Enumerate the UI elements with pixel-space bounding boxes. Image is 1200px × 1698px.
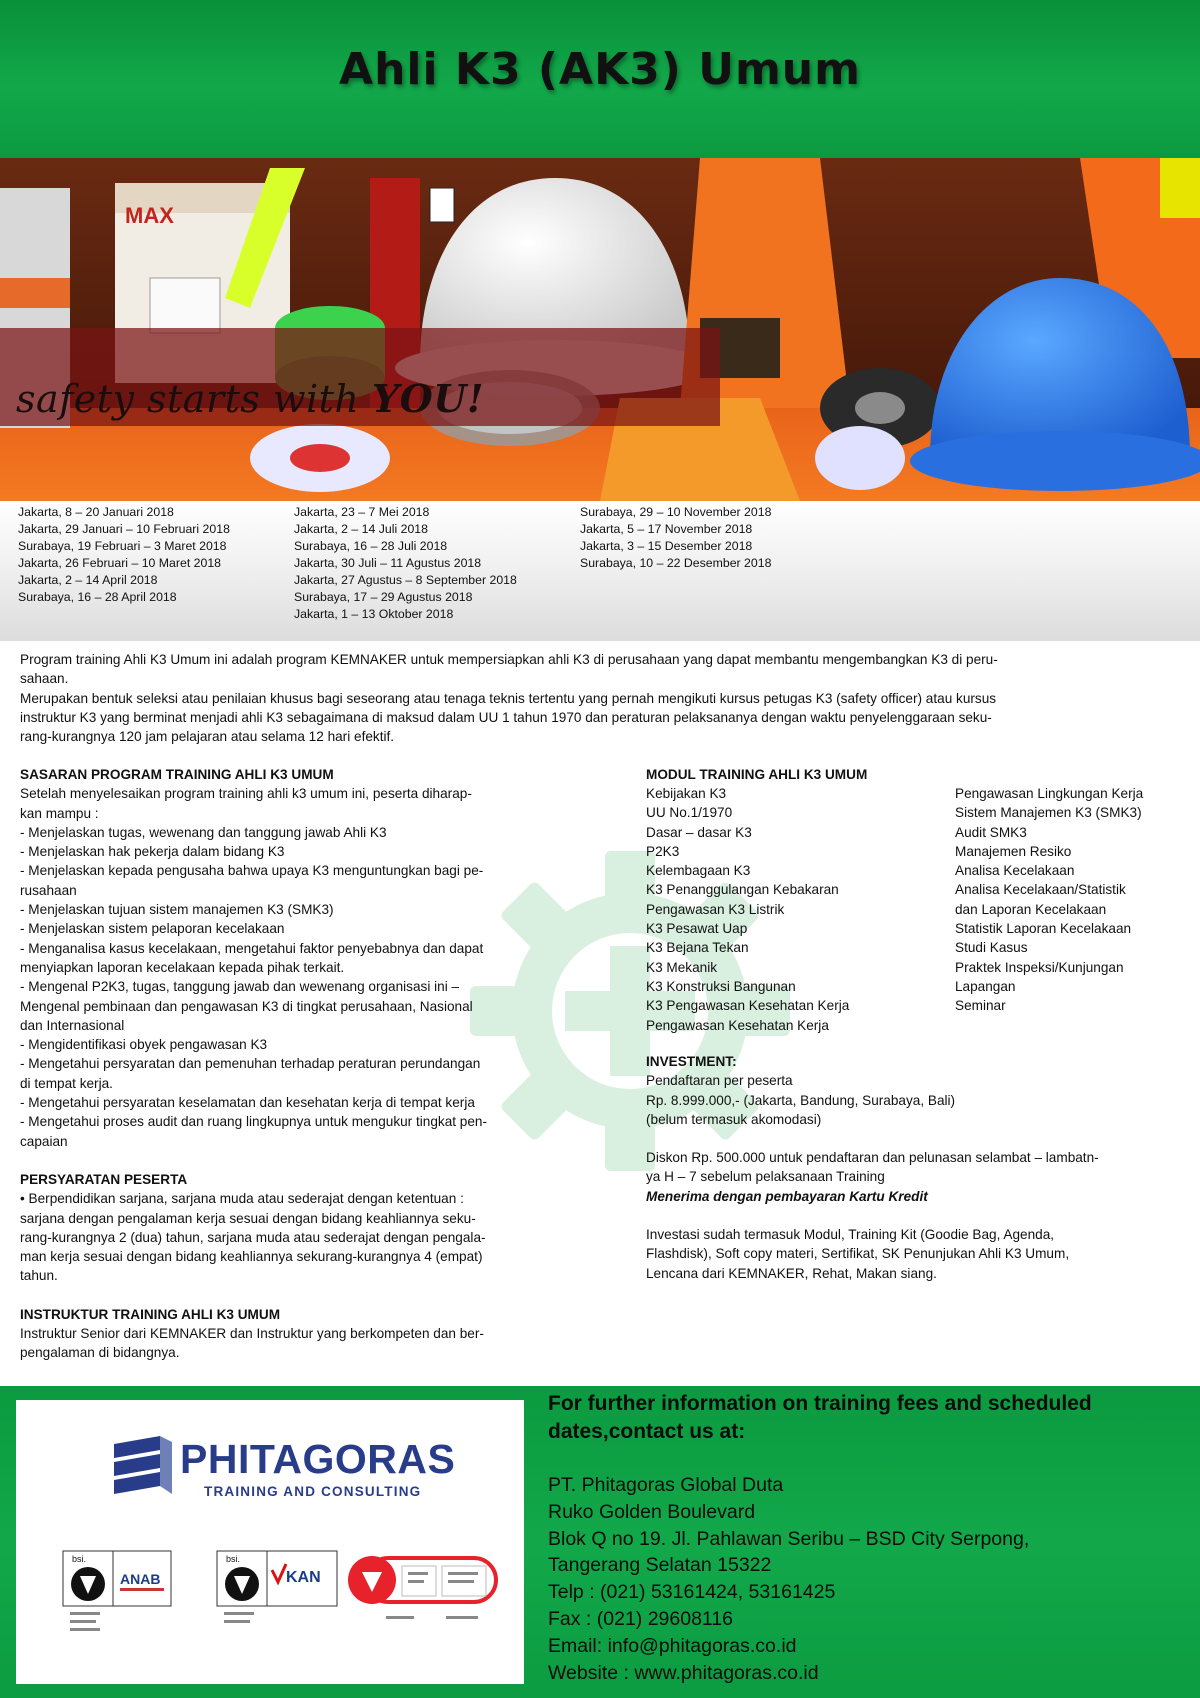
intro-line: rang-kurangnya 120 jam pelajaran atau selama 12 hari efektif. xyxy=(20,729,395,745)
sasaran-line: di tempat kerja. xyxy=(20,1075,113,1091)
company-name: PT. Phitagoras Global Duta xyxy=(548,1474,784,1496)
anab-text: ANAB xyxy=(120,1571,161,1587)
sasaran-line: - Mengetahui persyaratan keselamatan dan kesehatan kerja di tempat kerja xyxy=(20,1095,475,1111)
schedule-item: Surabaya, 16 – 28 April 2018 xyxy=(18,590,177,604)
sasaran-line: menyiapkan laporan kecelakaan kepada pihak terkait. xyxy=(20,959,345,975)
schedule-item: Jakarta, 29 Januari – 10 Februari 2018 xyxy=(18,522,230,536)
persyaratan-heading: PERSYARATAN PESERTA xyxy=(20,1171,188,1187)
sasaran-line: dan Internasional xyxy=(20,1017,125,1033)
instruktur-line: Instruktur Senior dari KEMNAKER dan Instruktur yang berkompeten dan ber- xyxy=(20,1326,484,1342)
schedule-item: Jakarta, 1 – 13 Oktober 2018 xyxy=(294,607,454,621)
email-link[interactable]: Email: info@phitagoras.co.id xyxy=(548,1634,797,1657)
schedule-column-2 xyxy=(294,504,517,623)
schedule-item: Jakarta, 23 – 7 Mei 2018 xyxy=(294,505,430,519)
modul-item: Praktek Inspeksi/Kunjungan xyxy=(955,959,1124,975)
schedule-item: Jakarta, 5 – 17 November 2018 xyxy=(580,522,753,536)
sasaran-line: - Mengenal P2K3, tugas, tanggung jawab dan wewenang organisasi ini – xyxy=(20,979,460,995)
schedule-item: Surabaya, 17 – 29 Agustus 2018 xyxy=(294,590,473,604)
sasaran-line: - Menganalisa kasus kecelakaan, mengetahui faktor penyebabnya dan dapat xyxy=(20,940,484,956)
contact-heading: For further information on training fees and scheduled xyxy=(548,1392,1092,1415)
modul-item: K3 Pesawat Uap xyxy=(646,921,748,937)
sasaran-line: - Menjelaskan tugas, wewenang dan tanggung jawab Ahli K3 xyxy=(20,824,387,840)
bsi-kan-certification-icon xyxy=(216,1550,341,1660)
page-title: Ahli K3 (AK3) Umum xyxy=(339,44,861,95)
bsi-text: bsi. xyxy=(72,1554,87,1564)
bsi-text: bsi. xyxy=(226,1554,241,1564)
schedule-item: Jakarta, 3 – 15 Desember 2018 xyxy=(580,539,753,553)
sasaran-line: - Menjelaskan hak pekerja dalam bidang K3 xyxy=(20,844,285,860)
modul-item: Studi Kasus xyxy=(955,940,1028,956)
instruktur-line: pengalaman di bidangnya. xyxy=(20,1345,180,1361)
modul-item: Manajemen Resiko xyxy=(955,843,1072,859)
modul-item: Lapangan xyxy=(955,978,1016,994)
intro-line: Program training Ahli K3 Umum ini adalah program KEMNAKER untuk mempersiapkan ahli K3 di perusahaan yang dapat membantu mengembangkan K3 di peru- xyxy=(20,652,998,667)
investment-section xyxy=(646,1052,1186,1283)
iso-ohsas-certification-icon xyxy=(346,1550,516,1660)
address-line: Ruko Golden Boulevard xyxy=(548,1500,756,1523)
modul-item: Audit SMK3 xyxy=(955,824,1027,840)
schedule-item: Jakarta, 30 Juli – 11 Agustus 2018 xyxy=(294,556,482,570)
address-line: Blok Q no 19. Jl. Pahlawan Seribu – BSD City Serpong, xyxy=(548,1527,1030,1550)
sasaran-line: rusahaan xyxy=(20,882,77,898)
intro-line: Merupakan bentuk seleksi atau penilaian khusus bagi seseorang atau tenaga teknis tertentu yang pernah mengikuti kursus petugas K3 (safety officer) atau kursus xyxy=(20,690,997,706)
modul-item: P2K3 xyxy=(646,843,680,859)
modul-item: Pengawasan Lingkungan Kerja xyxy=(955,786,1144,801)
header-bar xyxy=(0,0,1200,158)
intro-line: sahaan. xyxy=(20,671,69,687)
sasaran-line: - Mengetahui proses audit dan ruang lingkupnya untuk mengukur tingkat pen- xyxy=(20,1114,488,1130)
modul-item: K3 Penanggulangan Kebakaran xyxy=(646,882,839,898)
address-line: Tangerang Selatan 15322 xyxy=(548,1554,772,1577)
modul-item: Kelembagaan K3 xyxy=(646,863,751,879)
includes-line: Flashdisk), Soft copy materi, Sertifikat, SK Penunjukan Ahli K3 Umum, xyxy=(646,1246,1070,1262)
modul-list-1 xyxy=(646,784,849,1035)
discount-line: Diskon Rp. 500.000 untuk pendaftaran dan pelunasan selambat – lambatn- xyxy=(646,1150,1099,1166)
phitagoras-tagline: TRAINING AND CONSULTING xyxy=(204,1484,422,1499)
schedule-column-1 xyxy=(18,504,230,606)
modul-item: UU No.1/1970 xyxy=(646,805,733,821)
sasaran-line: - Menjelaskan kepada pengusaha bahwa upaya K3 menguntungkan bagi pe- xyxy=(20,863,484,879)
sasaran-line: - Menjelaskan tujuan sistem manajemen K3 (SMK3) xyxy=(20,902,334,918)
modul-item: Pengawasan Kesehatan Kerja xyxy=(646,1017,829,1033)
persyaratan-line: tahun. xyxy=(20,1268,58,1284)
instruktur-heading: INSTRUKTUR TRAINING AHLI K3 UMUM xyxy=(20,1306,281,1322)
kan-text: KAN xyxy=(286,1569,321,1586)
investment-line: Pendaftaran per peserta xyxy=(646,1073,793,1089)
sasaran-line: Setelah menyelesaikan program training ahli k3 umum ini, peserta diharap- xyxy=(20,786,472,802)
modul-item: Analisa Kecelakaan/Statistik xyxy=(955,882,1126,898)
persyaratan-line: sarjana dengan pengalaman kerja sesuai dengan bidang keahliannya seku- xyxy=(20,1210,476,1226)
bsi-anab-certification-icon xyxy=(62,1550,192,1660)
schedule-item: Surabaya, 29 – 10 November 2018 xyxy=(580,505,772,519)
intro-text xyxy=(20,650,1190,746)
modul-item: dan Laporan Kecelakaan xyxy=(955,901,1107,917)
schedule-item: Surabaya, 19 Februari – 3 Maret 2018 xyxy=(18,539,227,553)
schedule-item: Jakarta, 27 Agustus – 8 September 2018 xyxy=(294,573,517,587)
sasaran-line: - Mengetahui persyaratan dan pemenuhan terhadap peraturan perundangan xyxy=(20,1056,481,1072)
persyaratan-line: • Berpendidikan sarjana, sarjana muda atau sederajat dengan ketentuan : xyxy=(20,1191,464,1207)
sasaran-line: - Menjelaskan sistem pelaporan kecelakaan xyxy=(20,921,285,937)
safety-equipment-illustration xyxy=(0,158,1200,501)
investment-line: (belum termasuk akomodasi) xyxy=(646,1111,822,1127)
modul-item: Sistem Manajemen K3 (SMK3) xyxy=(955,805,1142,821)
sasaran-line: capaian xyxy=(20,1133,68,1149)
modul-heading: MODUL TRAINING AHLI K3 UMUM xyxy=(646,767,868,782)
content-body xyxy=(0,641,1200,1386)
phone-number: Telp : (021) 53161424, 53161425 xyxy=(548,1581,836,1604)
schedule-item: Jakarta, 8 – 20 Januari 2018 xyxy=(18,505,174,519)
safety-equipment-banner xyxy=(0,158,1200,501)
modul-item: K3 Mekanik xyxy=(646,959,718,975)
logo-panel xyxy=(16,1400,524,1684)
phitagoras-logo-icon xyxy=(114,1436,172,1500)
sasaran-line: Mengenal pembinaan dan pengawasan K3 di tingkat perusahaan, Nasional xyxy=(20,998,473,1014)
schedule-item: Surabaya, 10 – 22 Desember 2018 xyxy=(580,556,772,570)
credit-card-note: Menerima dengan pembayaran Kartu Kredit xyxy=(646,1188,928,1204)
investment-heading: INVESTMENT: xyxy=(646,1054,737,1069)
schedule-item: Jakarta, 2 – 14 Juli 2018 xyxy=(294,522,428,536)
modul-list-2 xyxy=(955,784,1143,1016)
modul-item: Seminar xyxy=(955,998,1006,1014)
includes-line: Lencana dari KEMNAKER, Rehat, Makan siang. xyxy=(646,1265,937,1281)
modul-section xyxy=(646,765,1186,784)
contact-heading: dates,contact us at: xyxy=(548,1420,746,1443)
persyaratan-line: rang-kurangnya 2 (dua) tahun, sarjana muda atau sederajat dengan pengala- xyxy=(20,1229,486,1245)
modul-item: K3 Pengawasan Kesehatan Kerja xyxy=(646,998,850,1014)
persyaratan-line: man kerja sesuai dengan bidang keahliannya sekurang-kurangnya 4 (empat) xyxy=(20,1249,483,1265)
phitagoras-logo-text: PHITAGORAS xyxy=(180,1436,456,1482)
schedule-item: Jakarta, 26 Februari – 10 Maret 2018 xyxy=(18,556,222,570)
modul-item: Dasar – dasar K3 xyxy=(646,824,752,840)
modul-item: K3 Bejana Tekan xyxy=(646,940,749,956)
contact-section xyxy=(548,1390,1188,1686)
modul-item: K3 Konstruksi Bangunan xyxy=(646,978,796,994)
modul-item: Kebijakan K3 xyxy=(646,786,727,801)
schedule-item: Jakarta, 2 – 14 April 2018 xyxy=(18,573,158,587)
fax-number: Fax : (021) 29608116 xyxy=(548,1607,734,1630)
schedule-item: Surabaya, 16 – 28 Juli 2018 xyxy=(294,539,448,553)
sasaran-line: - Mengidentifikasi obyek pengawasan K3 xyxy=(20,1037,268,1053)
schedule-column-3 xyxy=(580,504,771,572)
left-column xyxy=(20,765,580,1363)
investment-price: Rp. 8.999.000,- (Jakarta, Bandung, Surabaya, Bali) xyxy=(646,1092,956,1108)
slogan-bold: YOU! xyxy=(371,376,485,421)
sasaran-heading: SASARAN PROGRAM TRAINING AHLI K3 UMUM xyxy=(20,767,334,782)
discount-line: ya H – 7 sebelum pelaksanaan Training xyxy=(646,1169,885,1185)
slogan-italic: safety starts with xyxy=(16,377,372,421)
modul-item: Statistik Laporan Kecelakaan xyxy=(955,921,1132,937)
includes-line: Investasi sudah termasuk Modul, Training Kit (Goodie Bag, Agenda, xyxy=(646,1227,1055,1243)
modul-item: Analisa Kecelakaan xyxy=(955,863,1075,879)
schedule-section xyxy=(0,501,1200,641)
sasaran-line: kan mampu : xyxy=(20,805,99,821)
website-link[interactable]: Website : www.phitagoras.co.id xyxy=(548,1661,819,1684)
slogan-text xyxy=(16,376,484,421)
intro-line: instruktur K3 yang berminat menjadi ahli K3 sebagaimana di maksud dalam UU 1 tahun 1970 dan peraturan pelaksananya dengan waktu penyelenggaraan seku- xyxy=(20,709,992,725)
modul-item: Pengawasan K3 Listrik xyxy=(646,901,785,917)
max-badge: MAX xyxy=(125,203,174,228)
